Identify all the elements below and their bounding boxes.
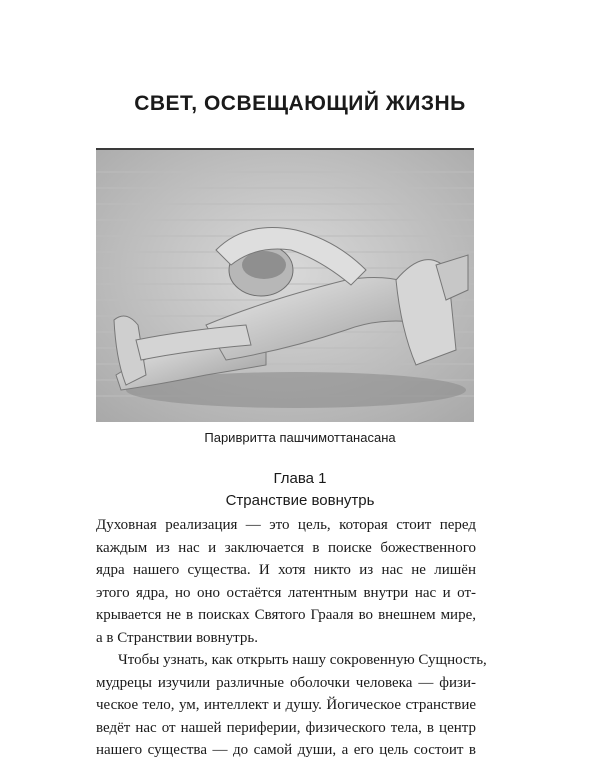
- chapter-number: Глава 1: [273, 470, 327, 487]
- text-line: Духовная реализация — это цель, которая стоит перед: [96, 517, 476, 533]
- text-line: ческое тело, ум, интеллект и душу. Йогическое странствие: [96, 697, 476, 713]
- body-text: [96, 514, 487, 762]
- pose-photo-image: [96, 150, 474, 422]
- text-line: Чтобы узнать, как открыть нашу сокровенную Сущность,: [118, 652, 487, 668]
- text-line: ядра нашего существа. И хотя никто из нас не лишён: [96, 562, 476, 578]
- text-line: нашего существа — до самой души, а его цель состоит в: [96, 742, 476, 758]
- pose-photo: [96, 148, 474, 422]
- text-line: а в Странствии вовнутрь.: [96, 629, 258, 646]
- text-line: каждым из нас и заключается в поиске божественного: [96, 539, 476, 556]
- page-heading: СВЕТ, ОСВЕЩАЮЩИЙ ЖИЗНЬ: [134, 92, 466, 115]
- text-line: мудрецы изучили различные оболочки человека — физи-: [96, 674, 476, 691]
- image-caption: Паривритта пашчимоттанасана: [204, 430, 396, 445]
- text-line: крывается не в поисках Святого Грааля во внешнем мире,: [96, 607, 476, 623]
- chapter-title: Странствие вовнутрь: [225, 492, 375, 509]
- text-line: этого ядра, но оно остаётся латентным внутри нас и от-: [96, 584, 476, 601]
- text-line: ведёт нас от нашей периферии, физического тела, в центр: [96, 719, 476, 736]
